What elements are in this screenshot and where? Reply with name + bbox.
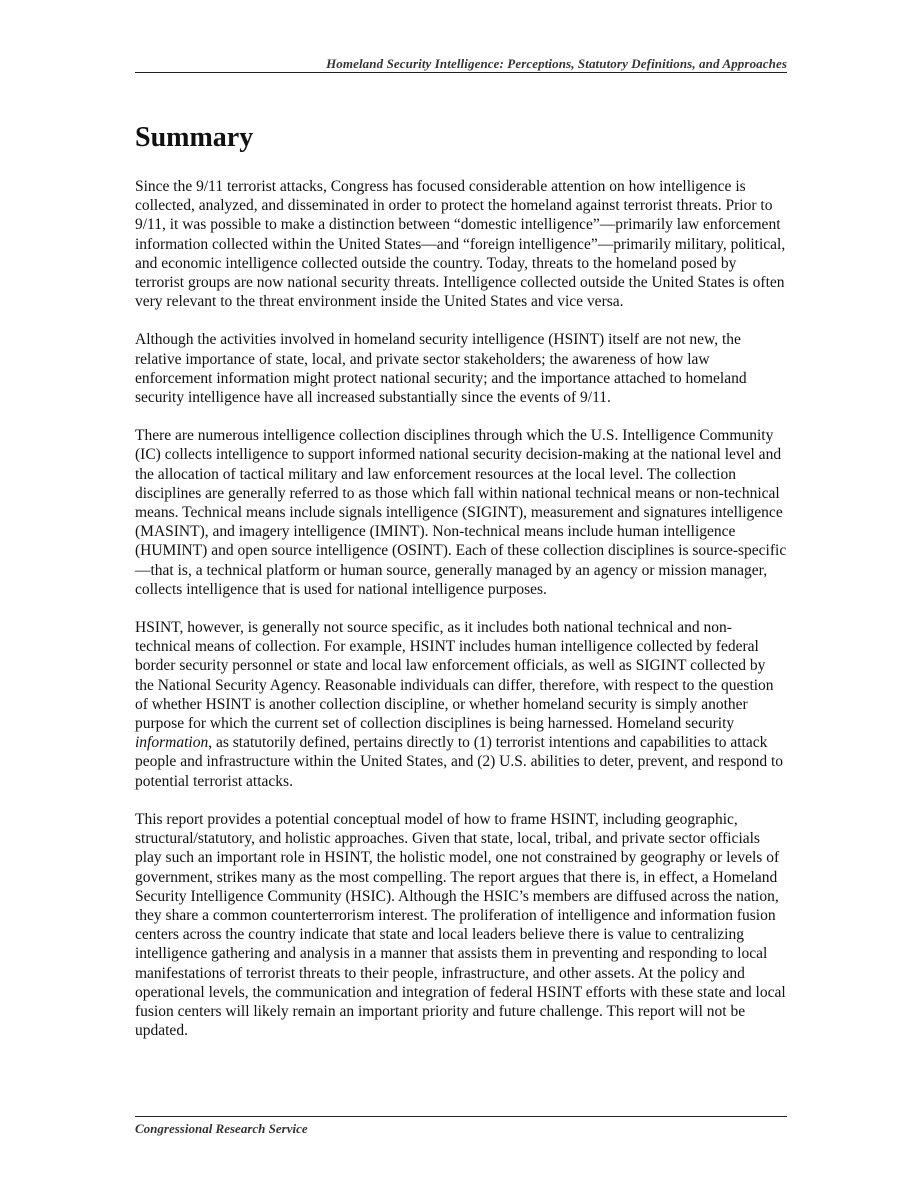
paragraph-text: HSINT, however, is generally not source specific, as it includes both national technical and non-technical means of collection. For example, HSINT includes human intelligence collected by federal border security personnel or state and local law enforcement officials, as well as SIGINT collected by the National Security Agency. Reasonable individuals can differ, therefore, with respect to the question of whether HSINT is another collection discipline, or whether homeland security is simply another purpose for which the current set of collection disciplines is being harnessed. Homeland security (135, 619, 774, 733)
paragraph: Although the activities involved in homeland security intelligence (HSINT) itself are not new, the relative importance of state, local, and private sector stakeholders; the awareness of how law enforcement information might protect national security; and the importance attached to homeland security intelligence have all increased substantially since the events of 9/11. (135, 331, 747, 407)
paragraph-text: , as statutorily defined, pertains directly to (1) terrorist intentions and capabilities to attack people and infrastructure within the United States, and (2) U.S. abilities to deter, prevent, and respond to potential terrorist attacks. (135, 734, 784, 790)
emphasized-term: information (135, 734, 209, 752)
header-rule (135, 72, 787, 73)
footer-publisher: Congressional Research Service (135, 1121, 308, 1136)
paragraph: Since the 9/11 terrorist attacks, Congress has focused considerable attention on how intelligence is collected, analyzed, and disseminated in order to protect the homeland against terrorist threats. Prior to 9/11, it was possible to make a distinction between “domestic intelligence”—primarily law enforcement information collected within the United States—and “foreign intelligence”—primarily military, political, and economic intelligence collected outside the country. Today, threats to the homeland posed by terrorist groups are now national security threats. Intelligence collected outside the United States is often very relevant to the threat environment inside the United States and vice versa. (135, 178, 786, 311)
section-title: Summary (135, 122, 254, 153)
paragraph: There are numerous intelligence collection disciplines through which the U.S. Intelligence Community (IC) collects intelligence to support informed national security decision-making at the national level and the allocation of tactical military and law enforcement resources at the local level. The collection disciplines are generally referred to as those which fall within national technical means or non-technical means. Technical means include signals intelligence (SIGINT), measurement and signatures intelligence (MASINT), and imagery intelligence (IMINT). Non-technical means include human intelligence (HUMINT) and open source intelligence (OSINT). Each of these collection disciplines is source-specific—that is, a technical platform or human source, generally managed by an agency or mission manager, collects intelligence that is used for national intelligence purposes. (135, 427, 787, 598)
summary-body (135, 177, 787, 1059)
paragraph: This report provides a potential conceptual model of how to frame HSINT, including geographic, structural/statutory, and holistic approaches. Given that state, local, tribal, and private sector officials play such an important role in HSINT, the holistic model, one not constrained by geography or levels of government, strikes many as the most compelling. The report argues that there is, in effect, a Homeland Security Intelligence Community (HSIC). Although the HSIC’s members are diffused across the nation, they share a common counterterrorism interest. The proliferation of intelligence and information fusion centers across the country indicate that state and local leaders believe there is value to centralizing intelligence gathering and analysis in a manner that assists them in preventing and responding to local manifestations of terrorist threats to their people, infrastructure, and other assets. At the policy and operational levels, the communication and integration of federal HSINT efforts with these state and local fusion centers will likely remain an important priority and future challenge. This report will not be updated. (135, 810, 786, 1040)
running-header: Homeland Security Intelligence: Perceptions, Statutory Definitions, and Approaches (326, 56, 787, 71)
paragraph (135, 618, 787, 791)
footer-rule (135, 1116, 787, 1117)
